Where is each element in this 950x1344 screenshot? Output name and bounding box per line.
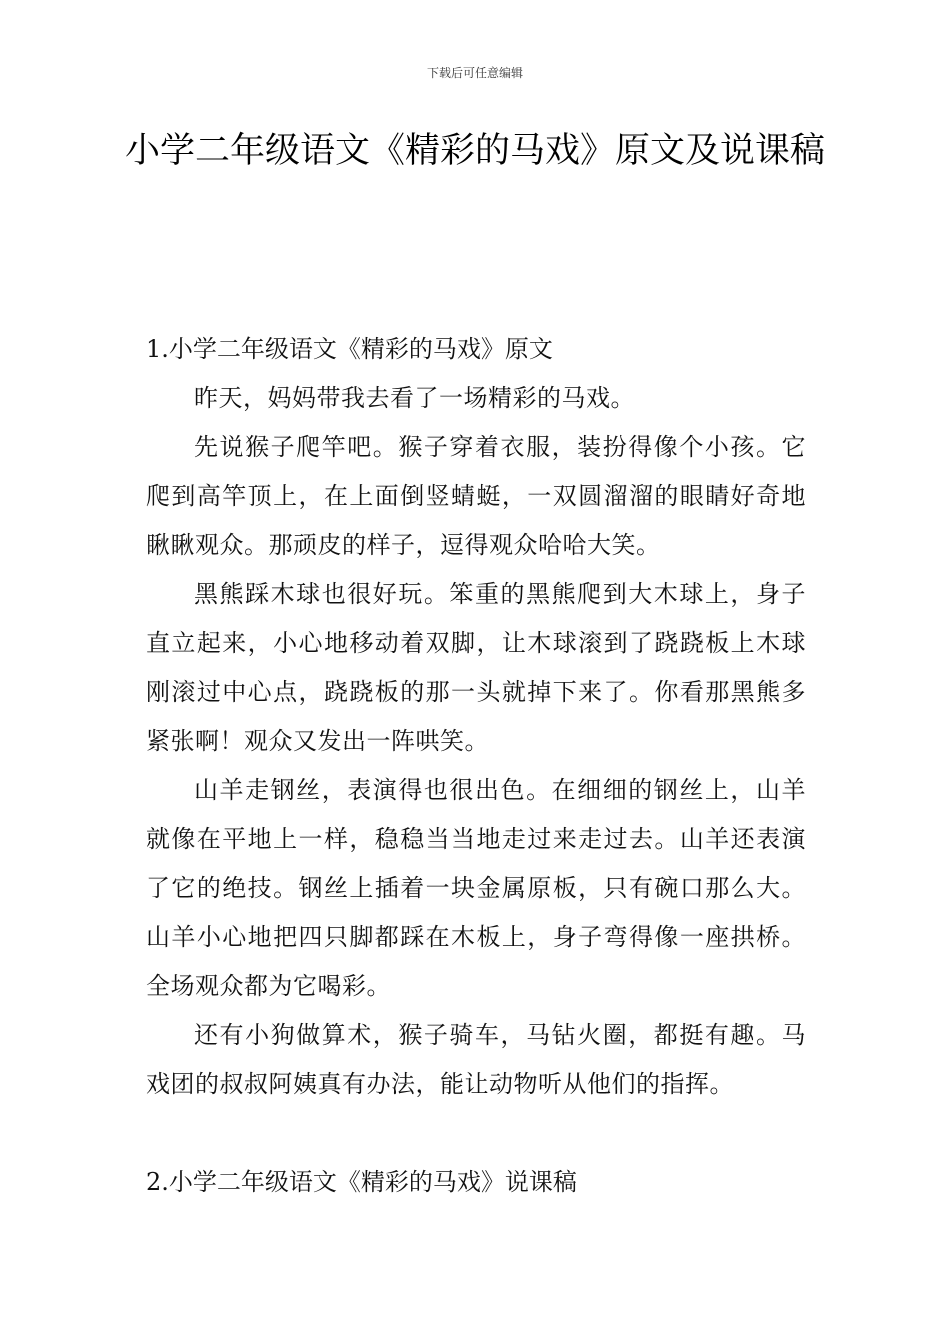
section-2-heading: 2.小学二年级语文《精彩的马戏》说课稿 (146, 1168, 577, 1196)
paragraph-4: 山羊走钢丝，表演得也很出色。在细细的钢丝上，山羊就像在平地上一样，稳稳当当地走过来走过去。山羊还表演了它的绝技。钢丝上插着一块金属原板，只有碗口那么大。山羊小心地把四只脚都踩在木板上，身子弯得像一座拱桥。全场观众都为它喝彩。 (146, 776, 806, 1000)
document-title: 小学二年级语文《精彩的马戏》原文及说课稿 (124, 131, 825, 171)
section-spacer (146, 1109, 806, 1158)
section-1-heading: 1.小学二年级语文《精彩的马戏》原文 (146, 335, 553, 363)
paragraph-2: 先说猴子爬竿吧。猴子穿着衣服，装扮得像个小孩。它爬到高竿顶上，在上面倒竖蜻蜓，一双圆溜溜的眼睛好奇地瞅瞅观众。那顽皮的样子，逗得观众哈哈大笑。 (146, 433, 806, 559)
paragraph-3: 黑熊踩木球也很好玩。笨重的黑熊爬到大木球上，身子直立起来，小心地移动着双脚，让木球滚到了跷跷板上木球刚滚过中心点，跷跷板的那一头就掉下来了。你看那黑熊多紧张啊！观众又发出一阵哄笑。 (146, 580, 806, 755)
paragraph-1: 昨天，妈妈带我去看了一场精彩的马戏。 (194, 384, 635, 412)
paragraph-5: 还有小狗做算术，猴子骑车，马钻火圈，都挺有趣。马戏团的叔叔阿姨真有办法，能让动物听从他们的指挥。 (146, 1021, 806, 1098)
document-body (146, 325, 806, 1207)
header-note: 下载后可任意编辑 (426, 66, 523, 80)
